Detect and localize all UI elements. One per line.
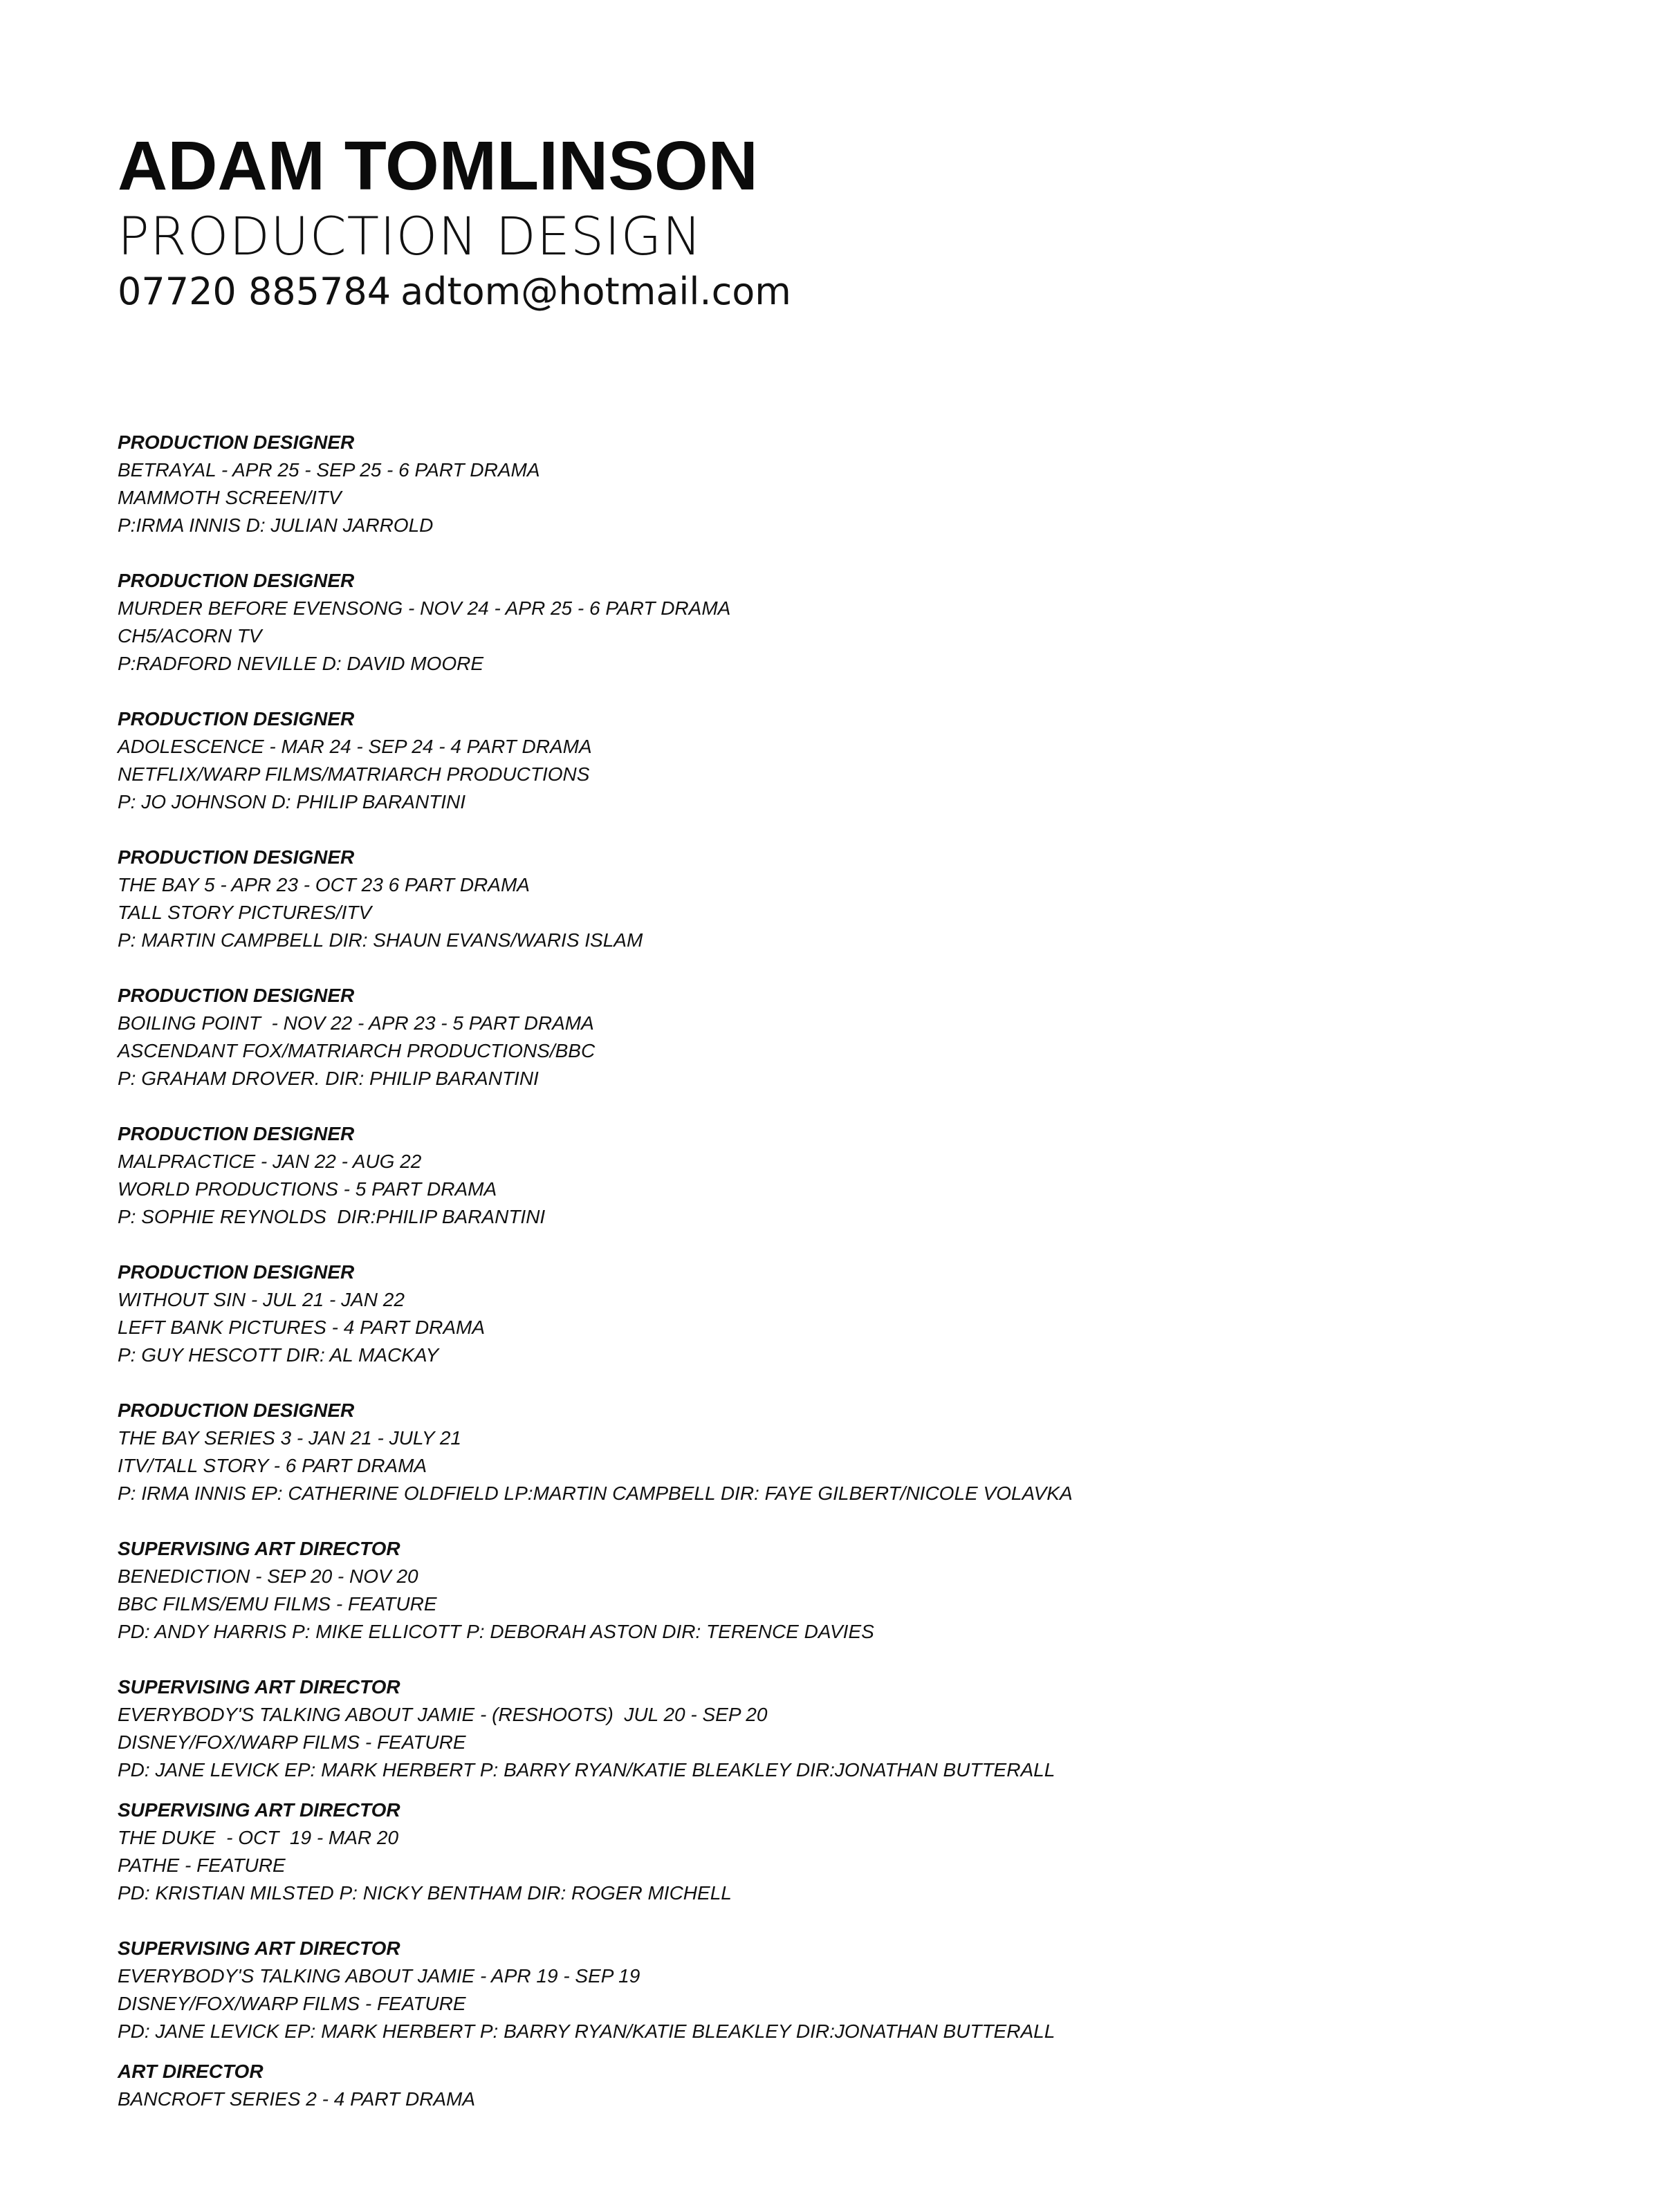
credit-role: SUPERVISING ART DIRECTOR: [118, 1676, 400, 1698]
credit-detail-line: PATHE - FEATURE: [118, 1855, 286, 1876]
credit-detail-line: BOILING POINT - NOV 22 - APR 23 - 5 PART DRAMA: [118, 1012, 594, 1034]
credit-detail-line: P: GRAHAM DROVER. DIR: PHILIP BARANTINI: [118, 1068, 539, 1089]
credit-role: ART DIRECTOR: [118, 2061, 264, 2082]
credit-entry: [118, 567, 1570, 678]
credit-role: PRODUCTION DESIGNER: [118, 570, 355, 591]
credit-detail-line: THE BAY SERIES 3 - JAN 21 - JULY 21: [118, 1427, 461, 1449]
credit-detail-line: WITHOUT SIN - JUL 21 - JAN 22: [118, 1289, 405, 1310]
email-address[interactable]: adtom@hotmail.com: [400, 270, 791, 313]
contact-line: [118, 266, 801, 318]
credit-role: PRODUCTION DESIGNER: [118, 1400, 355, 1421]
credit-detail-line: P: SOPHIE REYNOLDS DIR:PHILIP BARANTINI: [118, 1206, 546, 1227]
credit-detail-line: PD: ANDY HARRIS P: MIKE ELLICOTT P: DEBORAH ASTON DIR: TERENCE DAVIES: [118, 1621, 874, 1642]
phone-number: 07720 885784: [118, 270, 391, 313]
credit-entry: [118, 1120, 1570, 1231]
credit-detail-line: P: GUY HESCOTT DIR: AL MACKAY: [118, 1344, 439, 1366]
credit-detail-line: BENEDICTION - SEP 20 - NOV 20: [118, 1565, 418, 1587]
credits-list: [118, 429, 1570, 2141]
credit-role: PRODUCTION DESIGNER: [118, 846, 355, 868]
credit-entry: [118, 1796, 1570, 1907]
credit-detail-line: PD: JANE LEVICK EP: MARK HERBERT P: BARRY RYAN/KATIE BLEAKLEY DIR:JONATHAN BUTTERALL: [118, 2020, 1055, 2042]
credit-detail-line: P:RADFORD NEVILLE D: DAVID MOORE: [118, 653, 483, 674]
credit-entry: [118, 1935, 1570, 2045]
credit-detail-line: BANCROFT SERIES 2 - 4 PART DRAMA: [118, 2088, 476, 2110]
credit-detail-line: ASCENDANT FOX/MATRIARCH PRODUCTIONS/BBC: [118, 1040, 596, 1061]
credit-entry: [118, 844, 1570, 954]
credit-detail-line: PD: JANE LEVICK EP: MARK HERBERT P: BARRY RYAN/KATIE BLEAKLEY DIR:JONATHAN BUTTERALL: [118, 1759, 1055, 1781]
credit-detail-line: EVERYBODY'S TALKING ABOUT JAMIE - APR 19 - SEP 19: [118, 1965, 640, 1987]
credit-detail-line: ADOLESCENCE - MAR 24 - SEP 24 - 4 PART DRAMA: [118, 736, 592, 757]
person-name: ADAM TOMLINSON: [118, 127, 758, 205]
credit-detail-line: P: IRMA INNIS EP: CATHERINE OLDFIELD LP:MARTIN CAMPBELL DIR: FAYE GILBERT/NICOLE VOLAVKA: [118, 1483, 1073, 1504]
credit-detail-line: EVERYBODY'S TALKING ABOUT JAMIE - (RESHOOTS) JUL 20 - SEP 20: [118, 1704, 768, 1725]
credit-detail-line: DISNEY/FOX/WARP FILMS - FEATURE: [118, 1731, 466, 1753]
credit-detail-line: TALL STORY PICTURES/ITV: [118, 902, 372, 923]
credit-detail-line: P: MARTIN CAMPBELL DIR: SHAUN EVANS/WARIS ISLAM: [118, 929, 643, 951]
credit-detail-line: CH5/ACORN TV: [118, 625, 262, 647]
credit-entry: [118, 705, 1570, 816]
credit-entry: [118, 1397, 1570, 1507]
credit-role: PRODUCTION DESIGNER: [118, 1123, 355, 1144]
credit-entry: [118, 429, 1570, 539]
credit-detail-line: MAMMOTH SCREEN/ITV: [118, 487, 342, 508]
credit-detail-line: MURDER BEFORE EVENSONG - NOV 24 - APR 25 - 6 PART DRAMA: [118, 597, 731, 619]
credit-entry: [118, 2058, 1570, 2113]
credit-detail-line: PD: KRISTIAN MILSTED P: NICKY BENTHAM DIR: ROGER MICHELL: [118, 1882, 732, 1904]
credit-detail-line: P:IRMA INNIS D: JULIAN JARROLD: [118, 514, 434, 536]
credit-role: SUPERVISING ART DIRECTOR: [118, 1538, 400, 1559]
credit-detail-line: NETFLIX/WARP FILMS/MATRIARCH PRODUCTIONS: [118, 763, 590, 785]
credit-role: PRODUCTION DESIGNER: [118, 708, 355, 729]
credit-detail-line: BETRAYAL - APR 25 - SEP 25 - 6 PART DRAMA: [118, 459, 540, 481]
credit-role: PRODUCTION DESIGNER: [118, 1261, 355, 1283]
credit-detail-line: BBC FILMS/EMU FILMS - FEATURE: [118, 1593, 437, 1615]
credit-role: PRODUCTION DESIGNER: [118, 431, 355, 453]
credit-entry: [118, 982, 1570, 1093]
credit-detail-line: DISNEY/FOX/WARP FILMS - FEATURE: [118, 1993, 466, 2014]
credit-role: PRODUCTION DESIGNER: [118, 985, 355, 1006]
credit-entry: [118, 1673, 1570, 1784]
header: [118, 124, 801, 318]
credit-detail-line: P: JO JOHNSON D: PHILIP BARANTINI: [118, 791, 466, 812]
credit-entry: [118, 1258, 1570, 1369]
credit-role: SUPERVISING ART DIRECTOR: [118, 1937, 400, 1959]
credit-role: SUPERVISING ART DIRECTOR: [118, 1799, 400, 1821]
credit-detail-line: LEFT BANK PICTURES - 4 PART DRAMA: [118, 1317, 486, 1338]
credit-detail-line: ITV/TALL STORY - 6 PART DRAMA: [118, 1455, 427, 1476]
credit-entry: [118, 1535, 1570, 1646]
profession-title: PRODUCTION DESIGN: [118, 205, 703, 267]
credit-detail-line: THE DUKE - OCT 19 - MAR 20: [118, 1827, 399, 1848]
credit-detail-line: MALPRACTICE - JAN 22 - AUG 22: [118, 1151, 422, 1172]
credit-detail-line: THE BAY 5 - APR 23 - OCT 23 6 PART DRAMA: [118, 874, 530, 895]
credit-detail-line: WORLD PRODUCTIONS - 5 PART DRAMA: [118, 1178, 497, 1200]
